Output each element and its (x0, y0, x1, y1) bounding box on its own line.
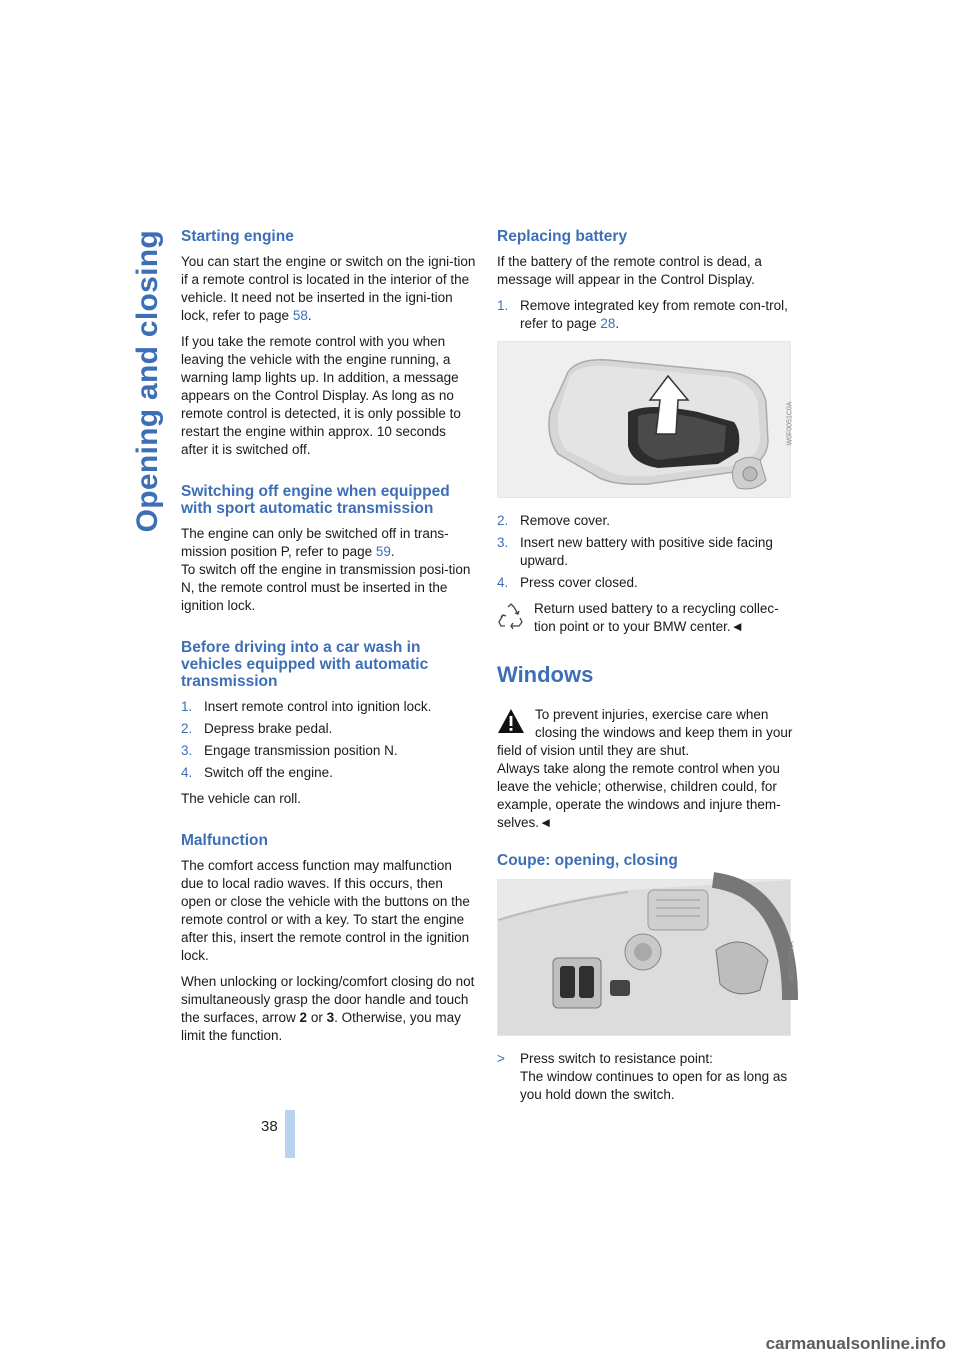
list-item: 2. Remove cover. (497, 513, 611, 528)
section-title: Opening and closing (131, 230, 164, 533)
malfunction-paragraph-1: The comfort access function may malfunction due to local radio waves. If this occurs, then open or close the vehicle with the buttons on the remote control or with a key. To start the engine after this, insert the remote control in the ignition lock. (181, 858, 470, 963)
figure-code: W0D2700AA (788, 940, 796, 982)
list-item: 4. Press cover closed. (497, 575, 638, 590)
right-column (497, 228, 797, 1104)
page-bar (285, 1110, 295, 1158)
malfunction-paragraph-2: When unlocking or locking/comfort closing do not simultaneously grasp the door handle and touch the surfaces, arrow 2 or 3. Otherwise, you may limit the function. (181, 974, 475, 1043)
list-item: 1. Insert remote control into ignition lock. (181, 699, 432, 714)
watermark: carmanualsonline.info (765, 1334, 946, 1353)
list-item: 2. Depress brake pedal. (181, 721, 333, 736)
switching-paragraph-1: The engine can only be switched off in trans-mission position P, refer to page 59. (181, 526, 449, 559)
heading-malfunction: Malfunction (181, 832, 268, 849)
list-item: 1. Remove integrated key from remote con-trol, refer to page 28. (497, 298, 788, 331)
page-link-58[interactable]: 58 (292, 308, 308, 323)
page-number: 38 (261, 1118, 278, 1135)
heading-coupe: Coupe: opening, closing (497, 852, 678, 869)
heading-car-wash: Before driving into a car wash in vehicles equipped with automatic transmission (181, 639, 429, 690)
list-item: 3. Engage transmission position N. (181, 743, 398, 758)
section-tab (128, 230, 168, 930)
page-link-28[interactable]: 28 (600, 316, 616, 331)
remote-control-figure (497, 341, 794, 498)
heading-replacing-battery: Replacing battery (497, 228, 628, 245)
carwash-after: The vehicle can roll. (181, 791, 302, 806)
battery-intro: If the battery of the remote control is dead, a message will appear in the Control Display. (497, 254, 762, 287)
coupe-bullet: > Press switch to resistance point: The window continues to open for as long as you hold down the switch. (497, 1051, 788, 1102)
page-link-59[interactable]: 59 (375, 544, 391, 559)
carwash-steps (181, 698, 476, 782)
remote-key-illustration (498, 342, 790, 497)
warning-icon (497, 708, 525, 734)
window-switch-illustration (498, 880, 790, 1035)
windows-warning: To prevent injuries, exercise care when closing the windows and keep them in your field of vision until they are shut. Always take along the remote control when you leave the vehicle; otherwise, children could, for example, operate the windows and injure them-selves.◄ (497, 707, 793, 830)
list-item: 4. Switch off the engine. (181, 765, 333, 780)
left-column (181, 228, 476, 1053)
starting-paragraph-1: You can start the engine or switch on the igni-tion if a remote control is located in the interior of the vehicle. It need not be inserted in the igni-tion lock, refer to page 58. (181, 254, 476, 323)
recycling-note: Return used battery to a recycling collec-tion point or to your BMW center.◄ (497, 600, 797, 636)
figure-code: W0F0051C0A (786, 401, 794, 445)
list-item: 3. Insert new battery with positive side facing upward. (497, 535, 773, 568)
battery-steps (497, 512, 797, 592)
battery-step-1 (497, 297, 797, 333)
heading-starting-engine: Starting engine (181, 228, 294, 245)
recycle-icon (497, 602, 525, 630)
starting-paragraph-2: If you take the remote control with you when leaving the vehicle with the engine running, a warning lamp lights up. In addition, a message appears on the Control Display. As long as no remote control is detected, it is only possible to restart the engine within approx. 10 seconds after it is switched off. (181, 334, 461, 457)
heading-switching-off: Switching off engine when equipped with sport automatic transmission (181, 483, 450, 517)
switching-paragraph-2: To switch off the engine in transmission posi-tion N, the remote control must be inserted in the ignition lock. (181, 562, 471, 613)
window-switch-figure (497, 879, 796, 1036)
heading-windows: Windows (497, 662, 594, 687)
